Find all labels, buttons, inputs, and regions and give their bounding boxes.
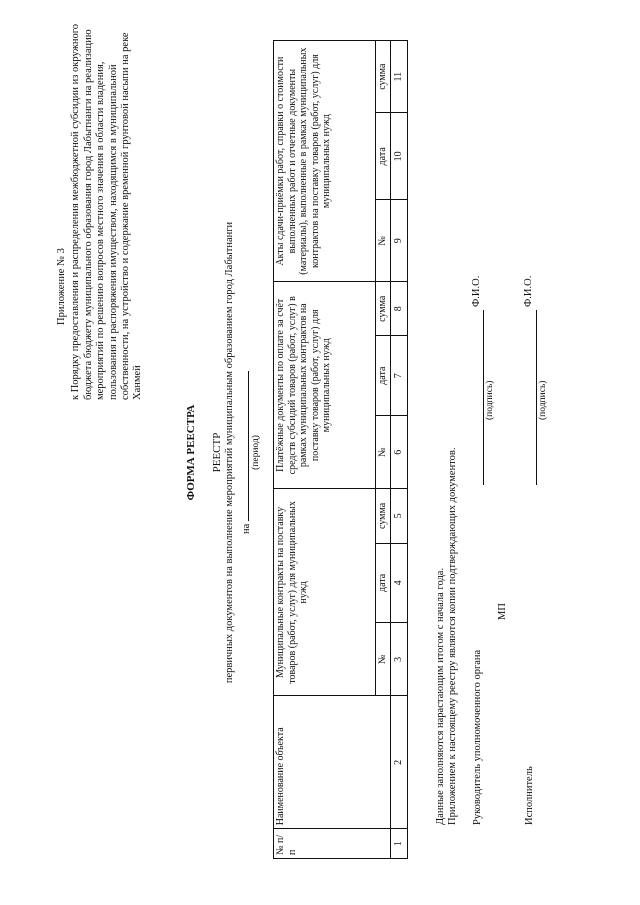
head-signature-caption: (подпись) — [485, 380, 495, 420]
subheader-cell: № — [376, 200, 391, 282]
column-number: 7 — [391, 336, 408, 416]
table-header-row — [274, 41, 376, 859]
registry-table — [273, 40, 408, 859]
executor-label: Исполнитель — [524, 766, 535, 825]
subheader-cell: дата — [376, 113, 391, 200]
subheader-cell: сумма — [376, 282, 391, 336]
note-attachments: Приложением к настоящему реестру являются копии подтверждающих документов. — [447, 447, 458, 825]
period-on-label: на — [241, 523, 252, 534]
column-number: 8 — [391, 282, 408, 336]
period-blank[interactable] — [239, 371, 249, 521]
appendix-text: к Порядку предоставления и распределения межбюджетной субсидии из окружного бюджета бюджету муниципального образования город Лабытнанги на реализацию мероприятий по решению вопросов местного значения в области владения, пользования и распоряжения имуществом, находящимся в муниципальной собственности, на устройство и содержание временной грунтовой насыпи на реке Ханмей — [70, 23, 144, 400]
column-number: 5 — [391, 489, 408, 543]
head-label: Руководитель уполномоченного органа — [472, 649, 483, 825]
head-signature-line[interactable] — [482, 310, 484, 485]
header-object: Наименование объекта — [274, 696, 391, 829]
subheader-cell: сумма — [376, 489, 391, 543]
registry-subtitle: первичных документов на выполнение мероприятий муниципальным образованием город Лабытнанги — [224, 221, 235, 684]
appendix-block — [56, 20, 145, 400]
column-number: 10 — [391, 113, 408, 200]
column-number: 6 — [391, 416, 408, 489]
head-fio-label: Ф.И.О. — [471, 275, 482, 307]
header-payments: Платёжные документы по оплате за счёт средств субсидий товаров (работ, услуг) в рамках муниципальных контрактов на поставку товаров (работ, услуг) для муниципальных нужд — [274, 282, 376, 489]
executor-signature-line[interactable] — [535, 310, 537, 485]
column-number: 2 — [391, 696, 408, 829]
executor-signature-caption: (подпись) — [538, 380, 548, 420]
column-number: 9 — [391, 200, 408, 282]
executor-fio-label: Ф.И.О. — [523, 275, 534, 307]
subheader-cell: дата — [376, 336, 391, 416]
subheader-cell: сумма — [376, 41, 391, 113]
form-title: ФОРМА РЕЕСТРА — [185, 404, 197, 501]
column-number: 11 — [391, 41, 408, 113]
table-number-row — [391, 41, 408, 859]
subheader-cell: № — [376, 416, 391, 489]
header-contracts: Муниципальные контракты на поставку товаров (работ, услуг) для муниципальных нужд — [274, 489, 376, 696]
column-number: 3 — [391, 623, 408, 696]
subheader-cell: дата — [376, 543, 391, 623]
note-cumulative: Данные заполняются нарастающим итогом с начала года. — [435, 567, 446, 825]
registry-title: РЕЕСТР — [211, 432, 223, 473]
column-number: 1 — [391, 829, 408, 859]
header-no: № п/п — [274, 829, 391, 859]
period-caption: (период) — [251, 435, 261, 470]
subheader-cell: № — [376, 623, 391, 696]
appendix-number: Приложение № 3 — [56, 248, 67, 325]
seal-label: МП — [497, 603, 508, 620]
header-acts: Акты сдачи-приёмки работ, справки о стоимости выполненных работ и отчетные документы (материалы), выполненные в рамках муниципальных контрактов на поставку товаров (работ, услуг) для муниципальных нужд — [274, 41, 376, 282]
column-number: 4 — [391, 543, 408, 623]
